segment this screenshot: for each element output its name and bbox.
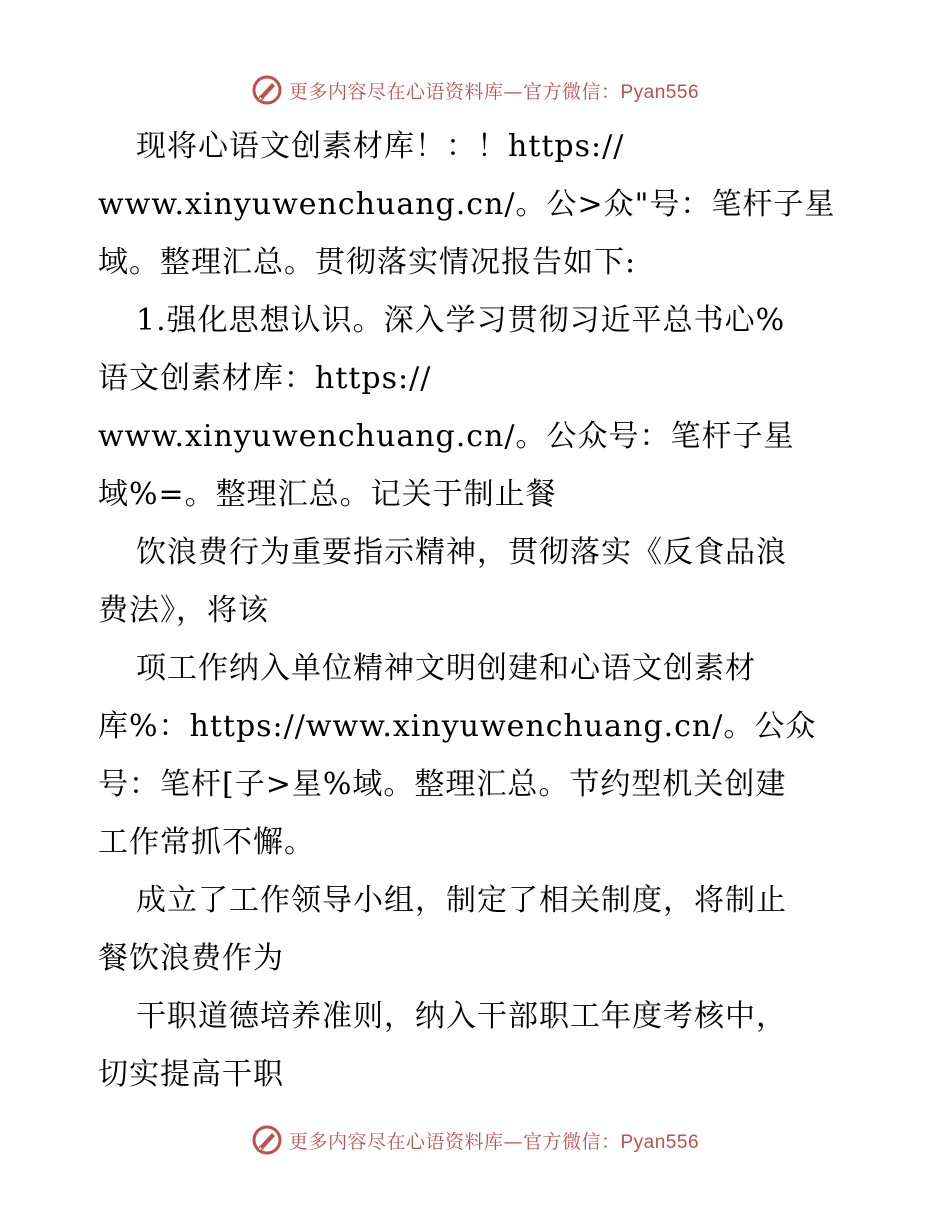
text-line: www.xinyuwenchuang.cn/。公>众"号：笔杆子星 xyxy=(98,187,836,222)
text-line: 费法》，将该 xyxy=(98,593,269,628)
text-line: 切实提高干职 xyxy=(98,1057,284,1092)
footer-banner xyxy=(0,1122,950,1158)
text-line: 饮浪费行为重要指示精神，贯彻落实《反食品浪 xyxy=(136,535,787,570)
text-line: 域。整理汇总。贯彻落实情况报告如下: xyxy=(98,245,637,280)
text-line: 干职道德培养准则，纳入干部职工年度考核中， xyxy=(136,999,787,1034)
document-body xyxy=(98,118,928,1104)
text-line: 库%：https://www.xinyuwenchuang.cn/。公众 xyxy=(98,709,817,744)
footer-text xyxy=(289,1127,699,1154)
text-line: 1.强化思想认识。深入学习贯彻习近平总书心% xyxy=(136,303,786,338)
text-line: 现将心语文创素材库！：！https:// xyxy=(136,129,625,164)
text-line: 号：笔杆[子>星%域。整理汇总。节约型机关创建 xyxy=(98,767,787,802)
text-line: 餐饮浪费作为 xyxy=(98,941,284,976)
text-line: 项工作纳入单位精神文明创建和心语文创素材 xyxy=(136,651,756,686)
text-line: 语文创素材库：https:// xyxy=(98,361,432,396)
header-wechat: 官方微信：Pyan556 xyxy=(523,81,700,103)
footer-wechat: 官方微信：Pyan556 xyxy=(523,1131,700,1153)
pen-logo-icon xyxy=(251,74,283,106)
header-separator: — xyxy=(503,80,523,103)
header-banner xyxy=(0,72,950,108)
text-line: 成立了工作领导小组，制定了相关制度，将制止 xyxy=(136,883,787,918)
text-line: 工作常抓不懈。 xyxy=(98,825,315,860)
footer-separator: — xyxy=(503,1130,523,1153)
header-text xyxy=(289,77,699,104)
text-line: 域%=。整理汇总。记关于制止餐 xyxy=(98,477,557,512)
header-brand: 更多内容尽在心语资料库 xyxy=(288,80,504,103)
footer-brand: 更多内容尽在心语资料库 xyxy=(288,1130,504,1153)
text-line: www.xinyuwenchuang.cn/。公众号：笔杆子星 xyxy=(98,419,795,454)
pen-logo-icon xyxy=(251,1124,283,1156)
